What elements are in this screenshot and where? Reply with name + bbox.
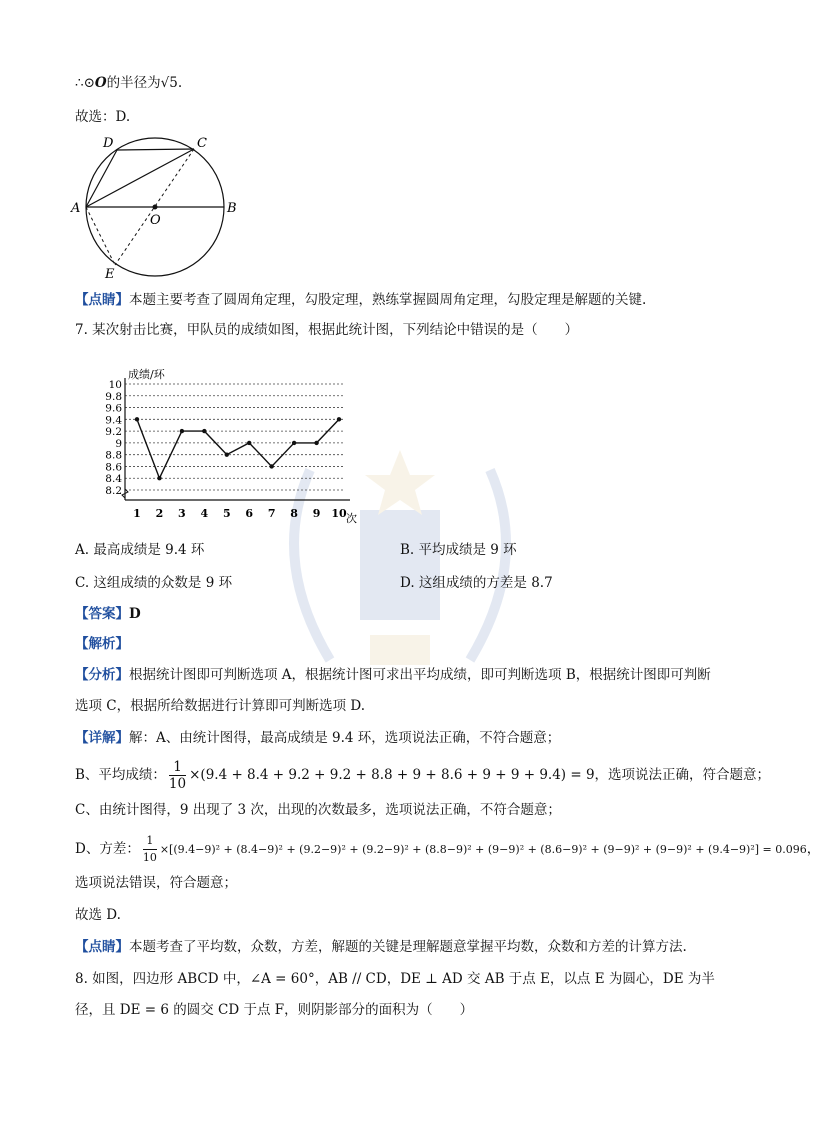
- data-point: [225, 452, 229, 456]
- key-point-7: 【点睛】本题考查了平均数，众数，方差，解题的关键是理解题意掌握平均数，众数和方差的计算方法.: [75, 939, 687, 955]
- x-tick-label: 9: [312, 507, 321, 520]
- chart-x-ticks: [133, 507, 347, 520]
- answer-line: 【答案】D: [75, 606, 141, 622]
- radius-conclusion: ∴⊙O的半径为√5.: [75, 75, 183, 91]
- x-tick-label: 4: [200, 507, 209, 520]
- label-D: D: [103, 136, 114, 151]
- score-series-line: [137, 419, 339, 478]
- choose-answer-1: 故选：D.: [75, 109, 131, 125]
- analysis-heading: 【解析】: [75, 636, 129, 652]
- y-tick-label: 9.8: [105, 390, 122, 403]
- x-axis-label: 次: [346, 512, 357, 525]
- chart-y-ticks: [105, 379, 122, 497]
- label-O: O: [150, 213, 161, 228]
- data-point: [269, 464, 273, 468]
- y-tick-label: 8.2: [105, 485, 122, 497]
- choose-answer-2: 故选 D.: [75, 907, 121, 923]
- fenxi-line-1: 【分析】根据统计图即可判断选项 A，根据统计图可求出平均成绩，即可判断选项 B，根据统计图即可判断: [75, 667, 711, 683]
- y-tick-label: 9.4: [105, 414, 122, 427]
- y-tick-label: 9.2: [105, 426, 122, 439]
- x-tick-label: 8: [290, 507, 298, 520]
- data-point: [202, 429, 206, 433]
- option-A: A. 最高成绩是 9.4 环: [75, 542, 205, 558]
- data-point: [337, 417, 341, 421]
- question-8-line-2: 径，且 DE = 6 的圆交 CD 于点 F，则阴影部分的面积为（ ）: [75, 1002, 474, 1018]
- x-tick-label: 7: [267, 507, 276, 520]
- shooting-score-line-chart: [95, 362, 375, 532]
- x-tick-label: 1: [133, 507, 141, 520]
- label-C: C: [197, 136, 207, 151]
- key-point-6: 【点睛】本题主要考查了圆周角定理，勾股定理，熟练掌握圆周角定理，勾股定理是解题的关键.: [75, 292, 647, 308]
- solution-D: D、方差： $\frac{1}{10}$ ×[(9.4−9)² + (8.4−9)² + (9.2−9)² + (9.2−9)² + (8.8−9)² + (9−9)² + (8.6−9)² + (9−9)² + (9−9)² + (9.4−9)²] = 0.096，: [75, 834, 820, 864]
- data-point: [135, 417, 139, 421]
- label-A: A: [71, 201, 81, 216]
- solution-D-conclusion: 选项说法错误，符合题意；: [75, 875, 237, 891]
- question-8-line-1: 8. 如图，四边形 ABCD 中，∠A = 60°，AB // CD，DE ⊥ AD 交 AB 于点 E，以点 E 为圆心，DE 为半: [75, 971, 715, 987]
- label-E: E: [105, 267, 115, 282]
- solution-C: C、由统计图得，9 出现了 3 次，出现的次数最多，选项说法正确，不符合题意；: [75, 802, 561, 818]
- x-tick-label: 2: [155, 507, 164, 520]
- circle-geometry-figure: [65, 132, 250, 282]
- solution-B: B、平均成绩： $\frac{1}{10}$ ×(9.4 + 8.4 + 9.2 + 9.2 + 8.8 + 9 + 8.6 + 9 + 9 + 9.4) = 9，选项说法正确，符合题意；: [75, 759, 771, 792]
- option-D: D. 这组成绩的方差是 8.7: [400, 575, 553, 591]
- y-tick-label: 8.4: [105, 473, 122, 486]
- x-tick-label: 10: [331, 507, 347, 520]
- y-tick-label: 10: [108, 379, 122, 391]
- y-tick-label: 9: [115, 437, 122, 450]
- x-tick-label: 3: [178, 507, 186, 520]
- data-point: [180, 429, 184, 433]
- y-tick-label: 9.6: [105, 402, 122, 415]
- chart-axes: [122, 378, 350, 500]
- y-tick-label: 8.6: [105, 461, 122, 474]
- xiangjie-line: 【详解】解：A、由统计图得，最高成绩是 9.4 环，选项说法正确，不符合题意；: [75, 730, 561, 746]
- y-axis-label: 成绩/环: [128, 368, 165, 381]
- label-B: B: [227, 201, 237, 216]
- data-point: [247, 441, 251, 445]
- y-tick-label: 8.8: [105, 449, 122, 462]
- data-point: [157, 476, 161, 480]
- x-tick-label: 6: [245, 507, 254, 520]
- option-C: C. 这组成绩的众数是 9 环: [75, 575, 233, 591]
- option-B: B. 平均成绩是 9 环: [400, 542, 517, 558]
- data-point: [314, 441, 318, 445]
- question-7: 7. 某次射击比赛，甲队员的成绩如图，根据此统计图，下列结论中错误的是（ ）: [75, 322, 579, 338]
- data-point: [292, 441, 296, 445]
- fenxi-line-2: 选项 C，根据所给数据进行计算即可判断选项 D.: [75, 698, 366, 714]
- x-tick-label: 5: [222, 507, 231, 520]
